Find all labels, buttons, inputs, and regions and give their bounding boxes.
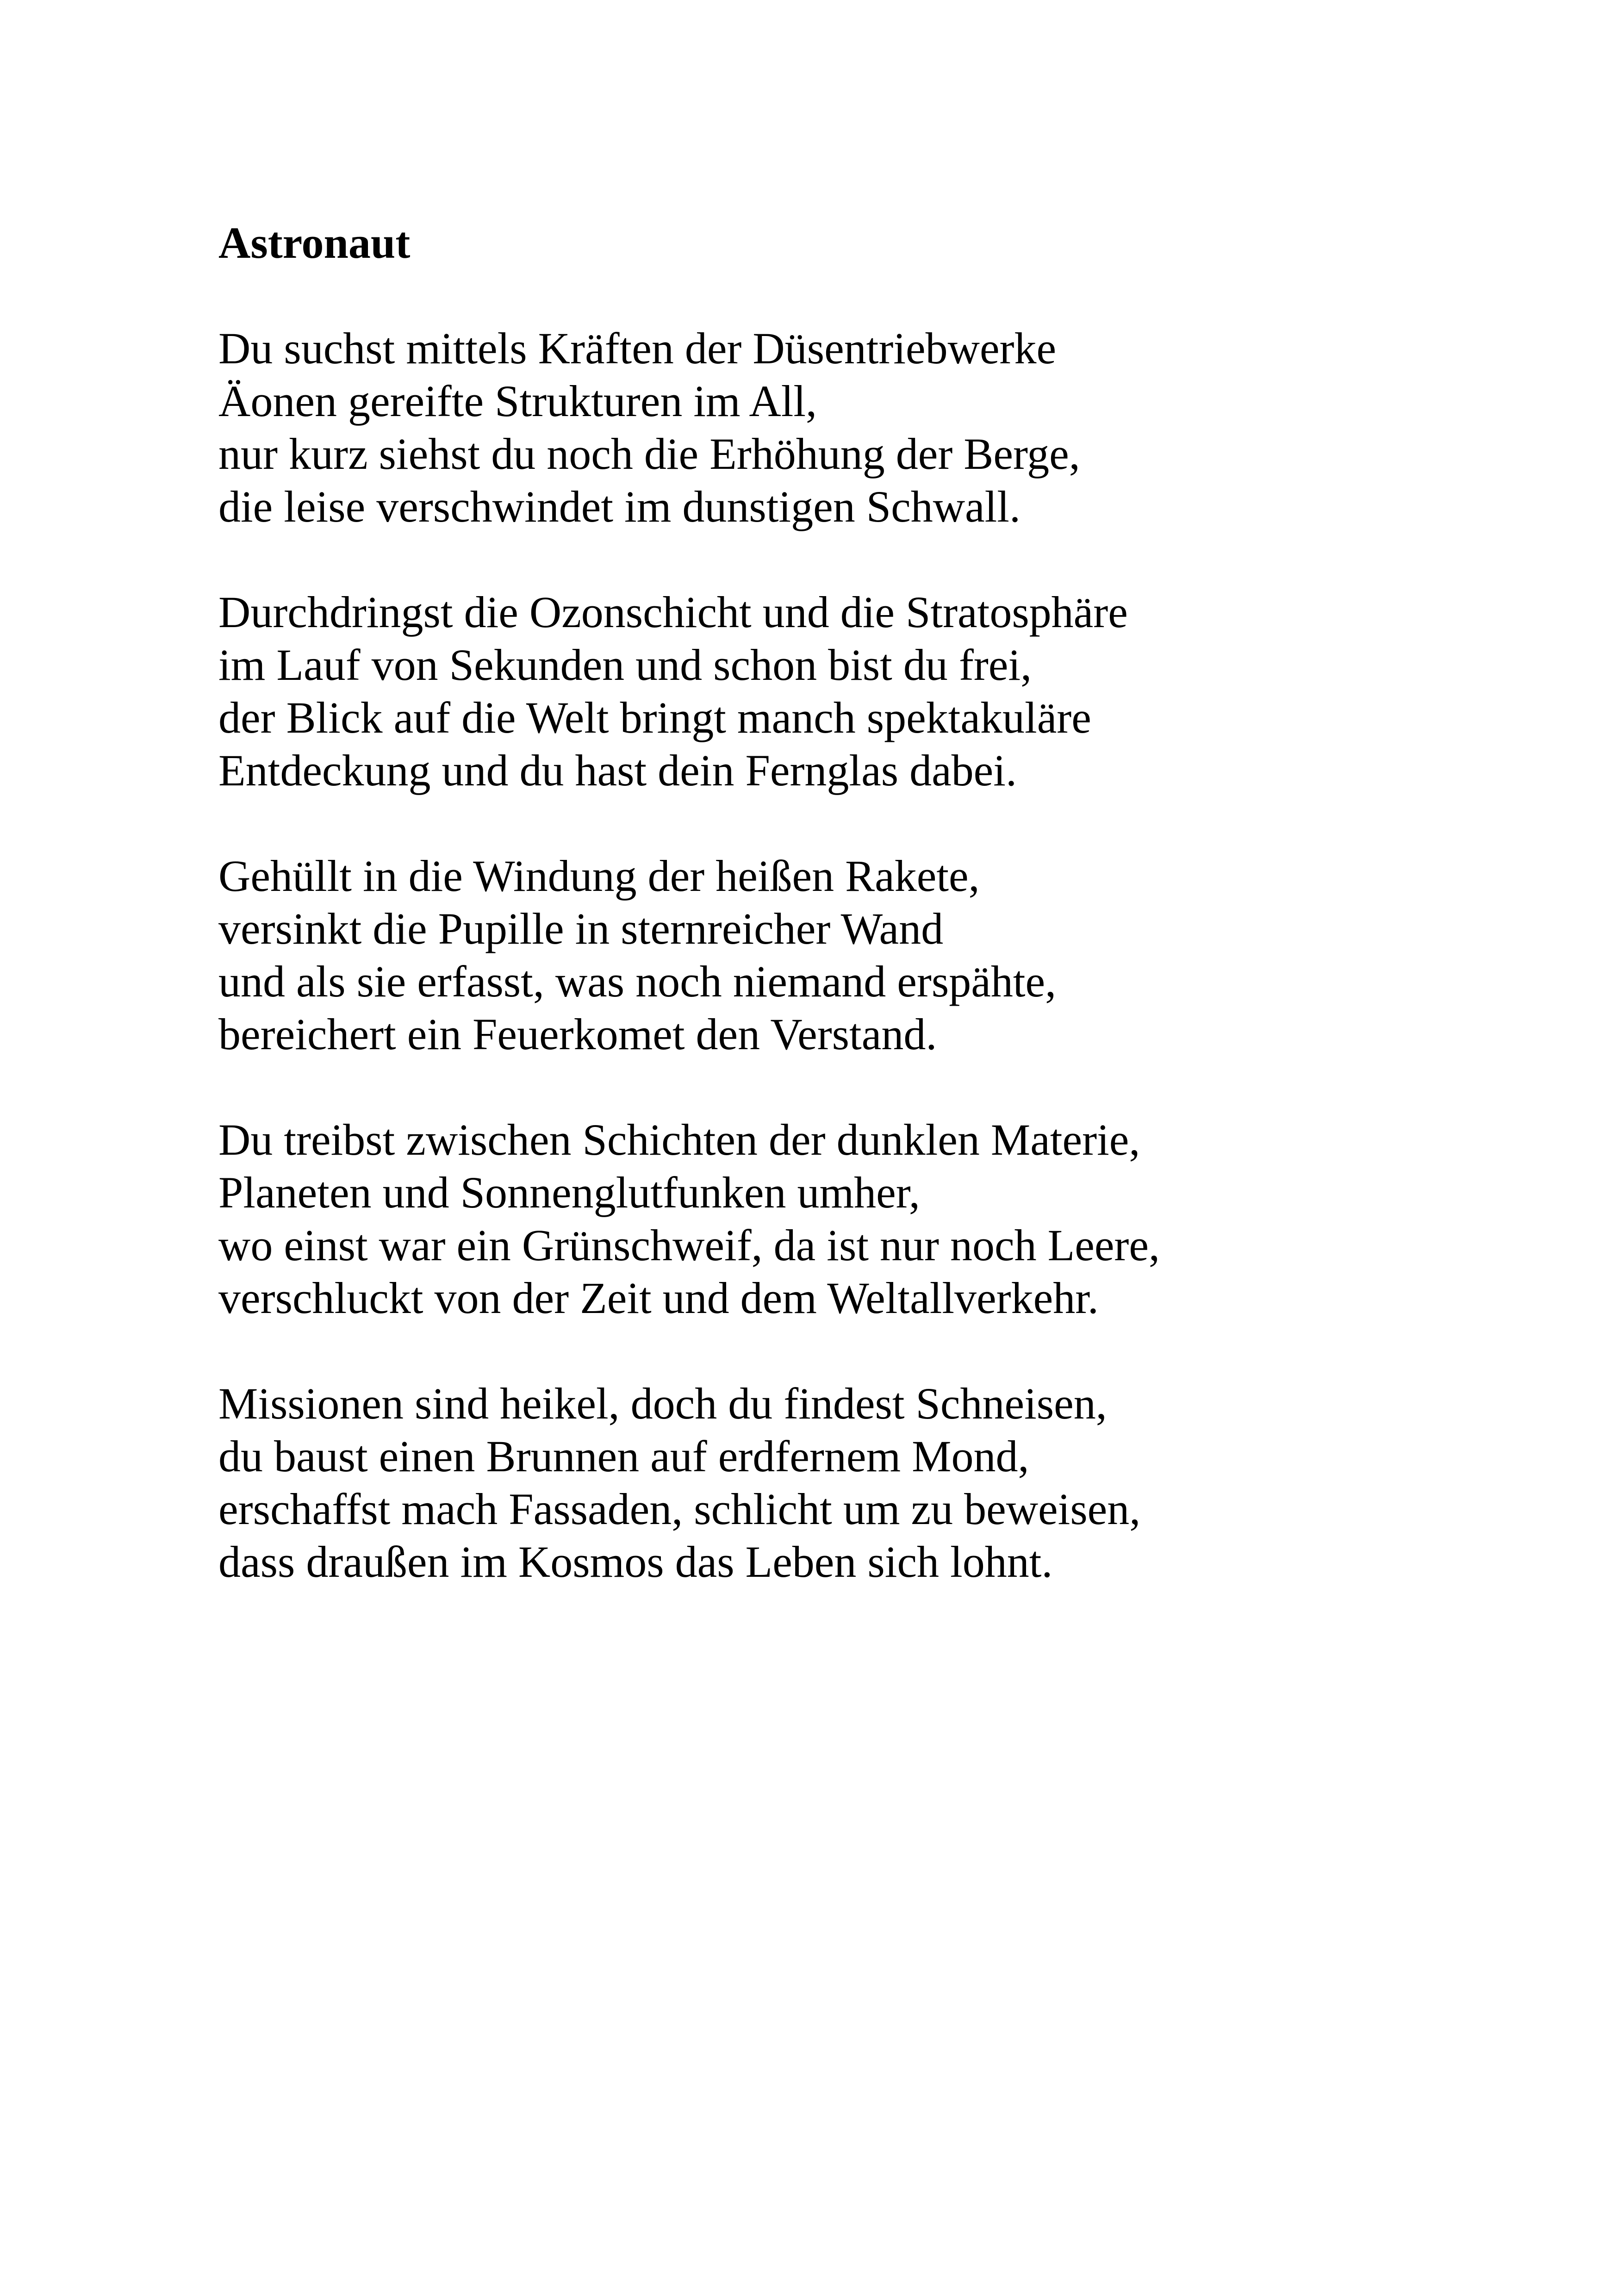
- poem-line: wo einst war ein Grünschweif, da ist nur noch Leere,: [218, 1220, 1160, 1270]
- poem-line: nur kurz siehst du noch die Erhöhung der Berge,: [218, 429, 1080, 479]
- stanza-5: [218, 1377, 1468, 1588]
- poem-line: Planeten und Sonnenglutfunken umher,: [218, 1168, 920, 1217]
- poem-line: und als sie erfasst, was noch niemand erspähte,: [218, 957, 1057, 1006]
- poem-line: Du suchst mittels Kräften der Düsentriebwerke: [218, 324, 1057, 373]
- stanza-4: [218, 1114, 1468, 1325]
- stanza-1: [218, 322, 1468, 533]
- poem-line: der Blick auf die Welt bringt manch spektakuläre: [218, 693, 1091, 742]
- poem-line: im Lauf von Sekunden und schon bist du frei,: [218, 640, 1032, 690]
- poem-line: Du treibst zwischen Schichten der dunklen Materie,: [218, 1115, 1140, 1164]
- poem-line: Durchdringst die Ozonschicht und die Stratosphäre: [218, 587, 1128, 637]
- poem-line: verschluckt von der Zeit und dem Weltallverkehr.: [218, 1273, 1099, 1323]
- poem-title: Astronaut: [218, 218, 411, 268]
- poem-body: [218, 322, 1468, 1588]
- poem-line: du baust einen Brunnen auf erdfernem Mond,: [218, 1431, 1029, 1481]
- poem-line: versinkt die Pupille in sternreicher Wand: [218, 904, 944, 953]
- poem-line: Gehüllt in die Windung der heißen Rakete,: [218, 851, 980, 901]
- poem-line: erschaffst mach Fassaden, schlicht um zu beweisen,: [218, 1484, 1141, 1534]
- poem-line: Missionen sind heikel, doch du findest Schneisen,: [218, 1379, 1107, 1428]
- poem-line: Entdeckung und du hast dein Fernglas dabei.: [218, 746, 1017, 795]
- poem-line: dass draußen im Kosmos das Leben sich lohnt.: [218, 1537, 1053, 1587]
- poem-page: [218, 217, 1468, 1641]
- poem-line: bereichert ein Feuerkomet den Verstand.: [218, 1009, 937, 1059]
- stanza-3: [218, 850, 1468, 1061]
- poem-line: die leise verschwindet im dunstigen Schwall.: [218, 482, 1021, 531]
- poem-line: Äonen gereifte Strukturen im All,: [218, 376, 817, 426]
- stanza-2: [218, 586, 1468, 797]
